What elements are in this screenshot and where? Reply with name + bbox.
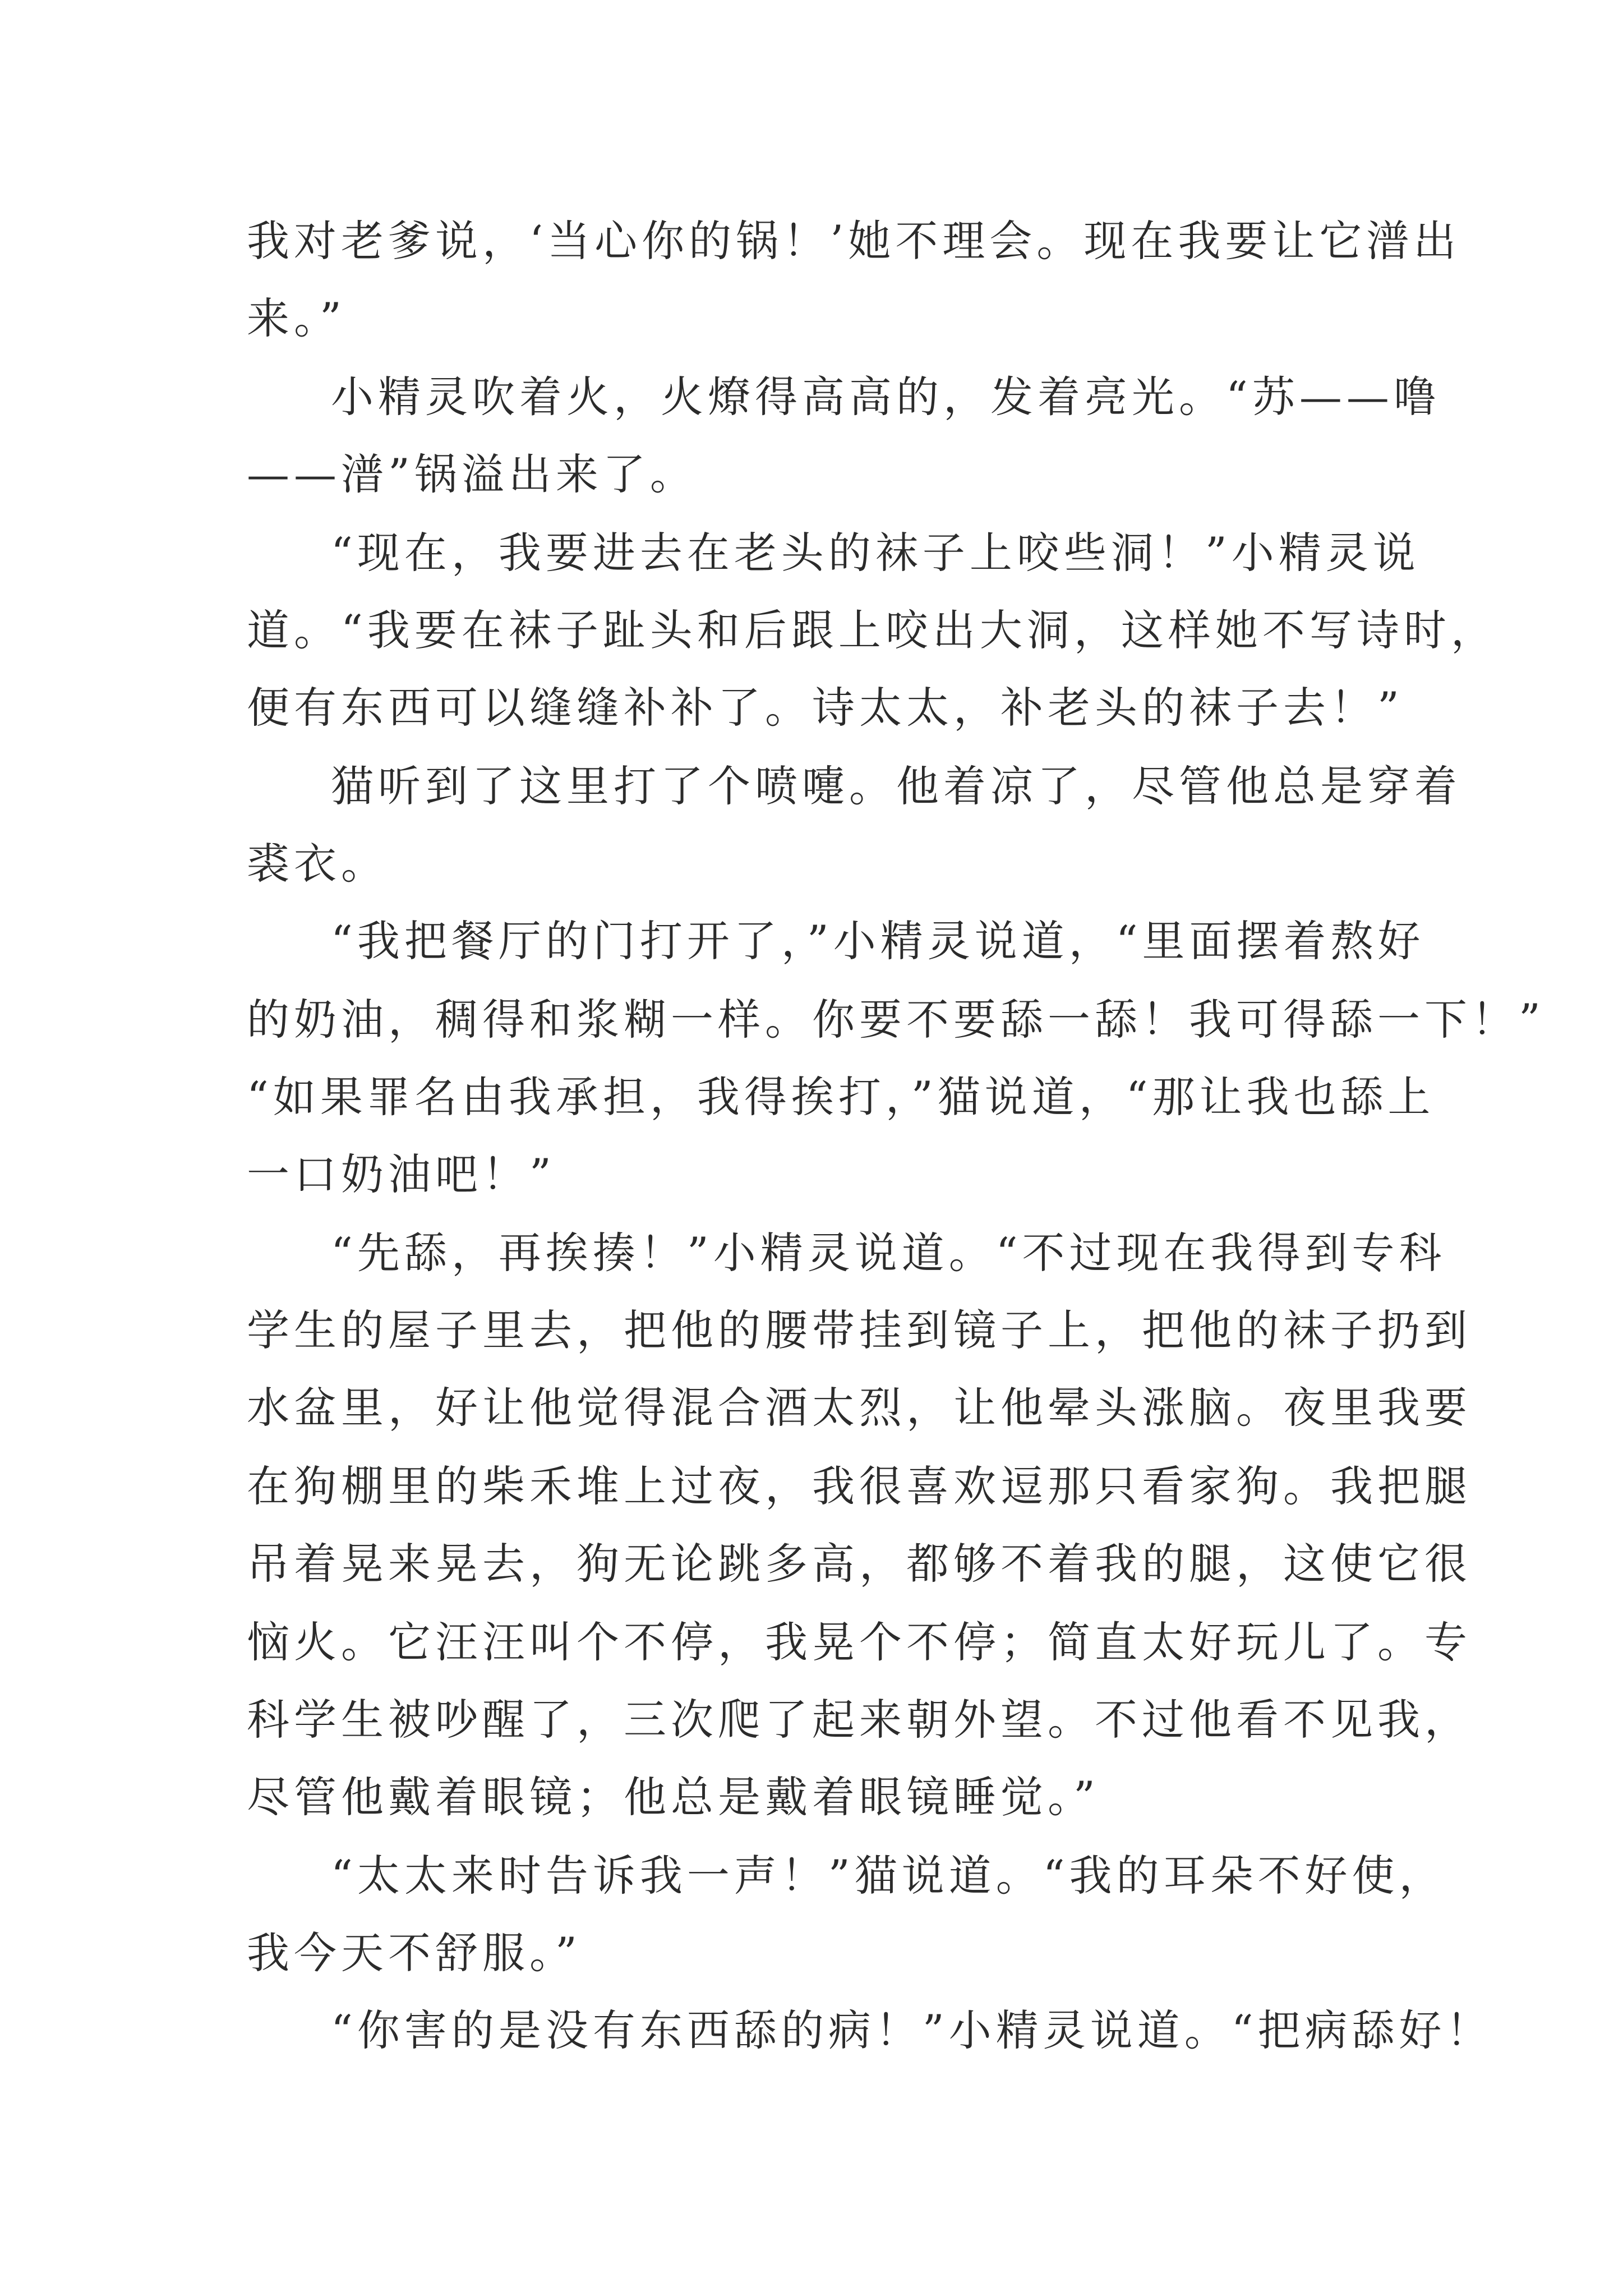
text-line: ——潽”锅溢出来了。 — [247, 449, 697, 499]
text-line: “先舔，再挨揍！”小精灵说道。“不过现在我得到专科 — [331, 1228, 1446, 1278]
text-line: 科学生被吵醒了，三次爬了起来朝外望。不过他看不见我， — [247, 1695, 1472, 1745]
text-line: 恼火。它汪汪叫个不停，我晃个不停；简直太好玩儿了。专 — [247, 1617, 1472, 1667]
text-line: “如果罪名由我承担，我得挨打，”猫说道，“那让我也舔上 — [247, 1072, 1435, 1122]
text-line: 猫听到了这里打了个喷嚏。他着凉了，尽管他总是穿着 — [331, 761, 1461, 811]
text-line: 一口奶油吧！” — [247, 1149, 556, 1199]
text-line: “你害的是没有东西舔的病！”小精灵说道。“把病舔好！ — [331, 2005, 1493, 2055]
text-line: 我今天不舒服。” — [247, 1928, 582, 1978]
text-line: 小精灵吹着火，火燎得高高的，发着亮光。“苏——噜 — [331, 372, 1441, 422]
text-line: 裘衣。 — [247, 839, 388, 889]
text-line: 来。” — [247, 293, 346, 343]
text-line: 便有东西可以缝缝补补了。诗太太，补老头的袜子去！” — [247, 683, 1404, 733]
text-line: 吊着晃来晃去，狗无论跳多高，都够不着我的腿，这使它很 — [247, 1539, 1472, 1589]
text-line: “太太来时告诉我一声！”猫说道。“我的耳朵不好使， — [331, 1851, 1446, 1901]
text-line: “我把餐厅的门打开了，”小精灵说道，“里面摆着熬好 — [331, 916, 1425, 966]
text-line: 尽管他戴着眼镜；他总是戴着眼镜睡觉。” — [247, 1772, 1100, 1822]
text-line: 我对老爹说，‘当心你的锅！’她不理会。现在我要让它潽出 — [247, 216, 1461, 266]
text-line: 的奶油，稠得和浆糊一样。你要不要舔一舔！我可得舔一下！” — [247, 995, 1545, 1045]
text-line: 水盆里，好让他觉得混合酒太烈，让他晕头涨脑。夜里我要 — [247, 1383, 1472, 1433]
text-line: 在狗棚里的柴禾堆上过夜，我很喜欢逗那只看家狗。我把腿 — [247, 1461, 1472, 1511]
text-line: “现在，我要进去在老头的袜子上咬些洞！”小精灵说 — [331, 528, 1420, 578]
text-line: 道。“我要在袜子趾头和后跟上咬出大洞，这样她不写诗时， — [247, 605, 1498, 655]
text-line: 学生的屋子里去，把他的腰带挂到镜子上，把他的袜子扔到 — [247, 1305, 1472, 1355]
